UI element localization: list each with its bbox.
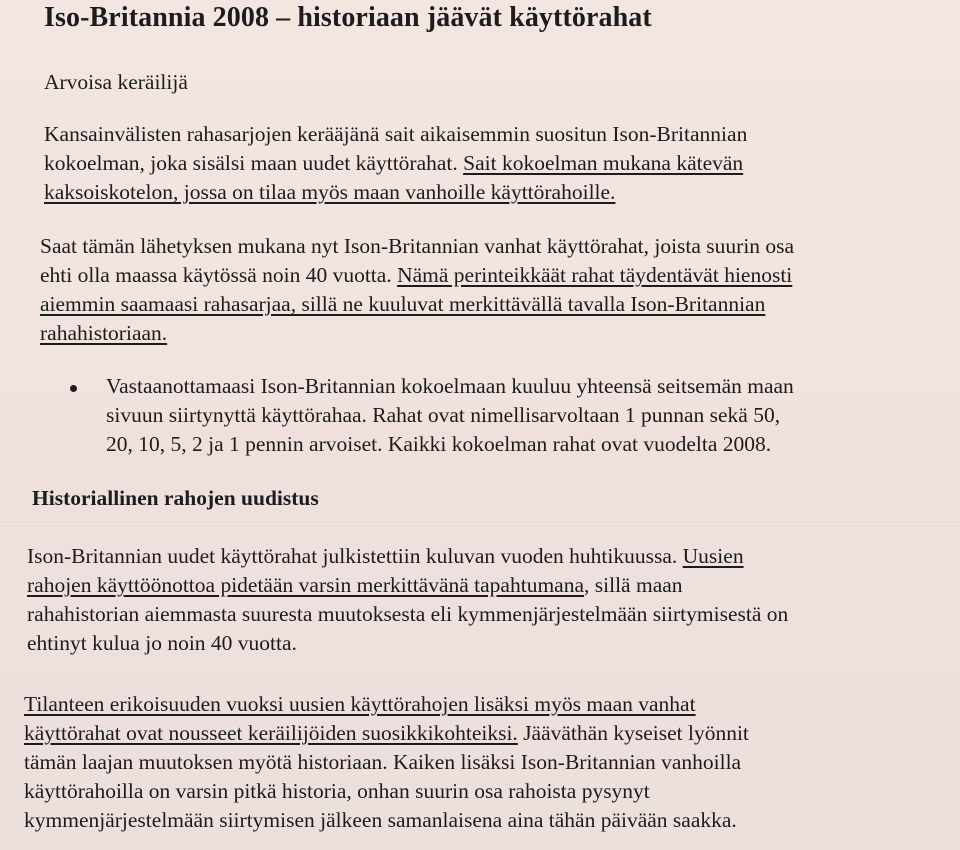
paragraph-line	[27, 571, 788, 600]
plain-text: Ison-Britannian uudet käyttörahat julkistettiin kuluvan vuoden huhtikuussa.	[27, 544, 683, 568]
paragraph-collector-favorites	[24, 690, 749, 835]
paragraph-collection-info	[44, 120, 747, 207]
plain-text: kokoelman, joka sisälsi maan uudet käyttörahat.	[44, 151, 464, 175]
underlined-line: aiemmin saamaasi rahasarjaa, sillä ne kuuluvat merkittävällä tavalla Ison-Britannian	[40, 292, 766, 316]
underlined-line: Tilanteen erikoisuuden vuoksi uusien käyttörahojen lisäksi myös maan vanhat	[24, 692, 696, 716]
paragraph-line: Kansainvälisten rahasarjojen kerääjänä sait aikaisemmin suositun Ison-Britannian	[44, 122, 748, 146]
paragraph-line	[27, 542, 788, 571]
paragraph-line	[40, 261, 794, 290]
bullet-line: Vastaanottamaasi Ison-Britannian kokoelmaan kuuluu yhteensä seitsemän maan	[106, 374, 794, 398]
paragraph-line	[44, 149, 747, 178]
bullet-line: sivuun siirtynyttä käyttörahaa. Rahat ovat nimellisarvoltaan 1 punnan sekä 50,	[106, 403, 781, 427]
underlined-line: rahahistoriaan.	[40, 321, 168, 345]
paragraph-line: ehtinyt kulua jo noin 40 vuotta.	[27, 631, 297, 655]
paragraph-line	[24, 719, 749, 748]
paragraph-old-coins	[40, 232, 794, 348]
greeting: Arvoisa keräilijä	[44, 70, 188, 94]
underlined-text: käyttörahat ovat nousseet keräilijöiden suosikkikohteiksi.	[24, 721, 518, 745]
underlined-line: kaksoiskotelon, jossa on tilaa myös maan vanhoille käyttörahoille.	[44, 180, 616, 204]
plain-text: Jääväthän kyseiset lyönnit	[517, 721, 749, 745]
paragraph-line: kymmenjärjestelmään siirtymisen jälkeen samanlaisena aina tähän päivään saakka.	[24, 808, 737, 832]
paragraph-line: Saat tämän lähetyksen mukana nyt Ison-Britannian vanhat käyttörahat, joista suurin osa	[40, 234, 795, 258]
paragraph-new-coins	[27, 542, 788, 658]
underlined-text: Sait kokoelman mukana kätevän	[463, 151, 744, 175]
bullet-line: 20, 10, 5, 2 ja 1 pennin arvoiset. Kaikki kokoelman rahat ovat vuodelta 2008.	[106, 432, 772, 456]
paragraph-line: rahahistorian aiemmasta suuresta muutoksesta eli kymmenjärjestelmään siirtymisestä on	[27, 602, 789, 626]
document-title: Iso-Britannia 2008 – historiaan jäävät käyttörahat	[44, 2, 652, 33]
paragraph-line: käyttörahoilla on varsin pitkä historia, onhan suurin osa rahoista pysynyt	[24, 779, 650, 803]
paper-fold-line	[0, 524, 960, 526]
section-heading: Historiallinen rahojen uudistus	[32, 486, 319, 510]
underlined-text: rahojen käyttöönottoa pidetään varsin merkittävänä tapahtumana	[27, 573, 585, 597]
underlined-text: Nämä perinteikkäät rahat täydentävät hienosti	[397, 263, 793, 287]
paragraph-line: tämän laajan muutoksen myötä historiaan. Kaiken lisäksi Ison-Britannian vanhoilla	[24, 750, 742, 774]
plain-text: ehti olla maassa käytössä noin 40 vuotta.	[40, 263, 398, 287]
bullet-icon	[70, 385, 77, 392]
bullet-text	[106, 372, 794, 459]
plain-text: , sillä maan	[584, 573, 683, 597]
underlined-text: Uusien	[682, 544, 744, 568]
